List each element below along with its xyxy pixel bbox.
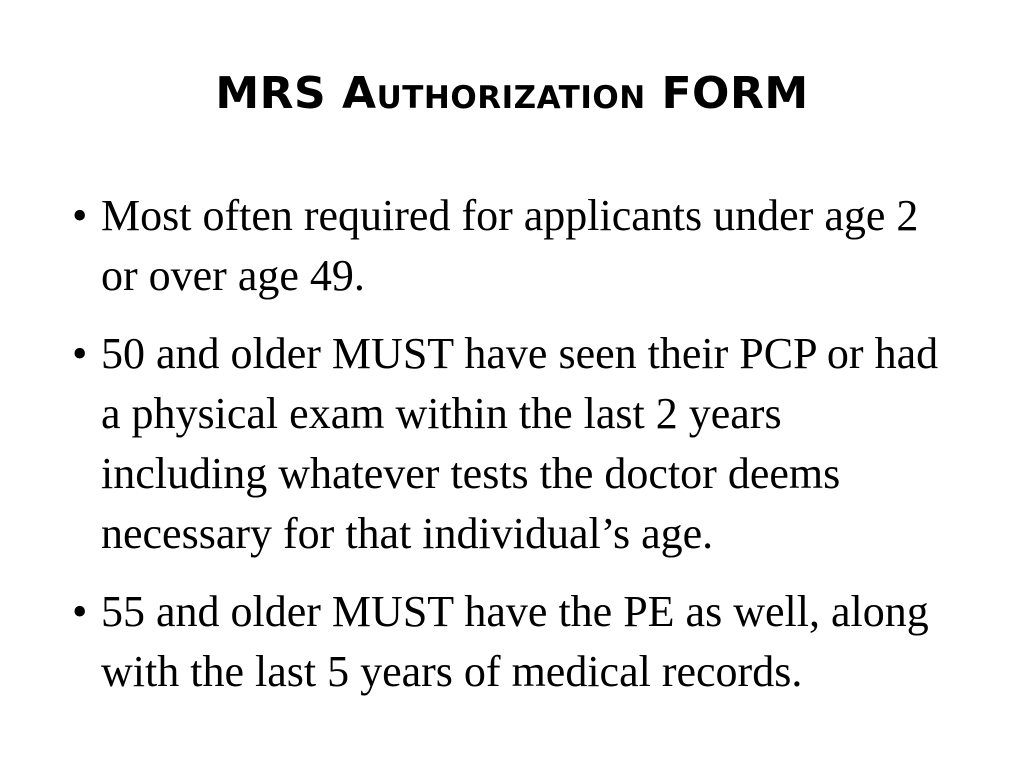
bullet-dot-icon: • — [72, 329, 88, 378]
bullet-item-3 — [72, 582, 952, 702]
bullet-dot-icon: • — [72, 191, 88, 240]
bullet-dot-icon: • — [72, 587, 88, 636]
bullet-text-3: 55 and older MUST have the PE as well, along with the last 5 years of medical records. — [101, 587, 929, 696]
bullet-list — [72, 186, 952, 720]
bullet-item-2 — [72, 324, 952, 564]
bullet-text-2: 50 and older MUST have seen their PCP or had a physical exam within the last 2 years including whatever tests the doctor deems necessary for that individual’s age. — [101, 329, 939, 558]
slide-title-text: MRS Authorization FORM — [215, 68, 809, 119]
bullet-text-1: Most often required for applicants under age 2 or over age 49. — [101, 191, 919, 300]
bullet-item-1 — [72, 186, 952, 306]
slide-title — [0, 64, 1024, 124]
